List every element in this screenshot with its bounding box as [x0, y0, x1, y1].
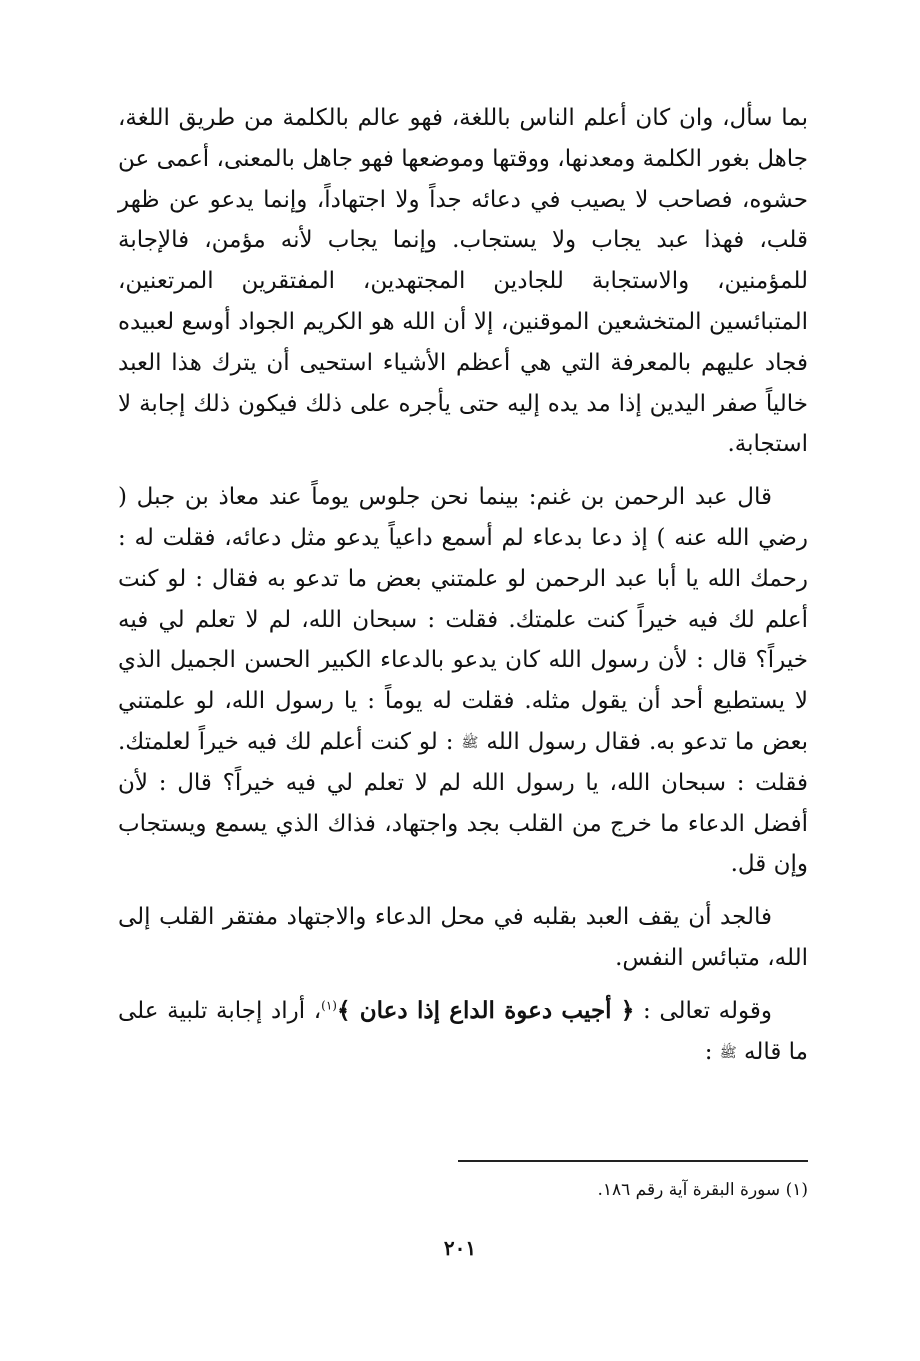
footnote-divider [458, 1160, 808, 1162]
paragraph-3 [118, 897, 808, 979]
footnote: (١) سورة البقرة آية رقم ١٨٦. [597, 1180, 808, 1200]
paragraph-4 [118, 991, 808, 1073]
paragraph-4-rest: ، أراد إجابة تلبية على ما قاله [118, 997, 808, 1065]
main-text [118, 98, 808, 1084]
paragraph-4-end: : [704, 1038, 713, 1065]
quran-verse: ﴿ أجيب دعوة الداع إذا دعان ﴾ [336, 996, 635, 1024]
paragraph-1-text: بما سأل، وان كان أعلم الناس باللغة، فهو عالم بالكلمة من طريق اللغة، جاهل بغور الكلمة ومعدنها، ووقتها وموضعها فهو جاهل بالمعنى، أعمى عن حشوه، فصاحب لا يصيب في دعائه جداً ولا اجتهاداً، وإنما يدعو عن ظهر قلب، فهذا عبد يجاب ولا يستجاب. وإنما يجاب لأنه مؤمن، فالإجابة للمؤمنين، والاستجابة للجادين المجتهدين، المفتقرين المرتعنين، المتبائسين المتخشعين الموقنين، إلا أن الله هو الكريم الجواد أوسع لعبيده فجاد عليهم بالمعرفة التي هي أعظم الأشياء استحيى أن يترك هذا العبد خالياً صفر اليدين إذا مد يده إليه حتى يأجره على ذلك فيكون ذلك إجابة لا استجابة. [118, 105, 808, 458]
salawat-glyph: ﷺ [461, 734, 479, 751]
footnote-reference: (١) [321, 998, 337, 1013]
paragraph-2-text-a: قال عبد الرحمن بن غنم: بينما نحن جلوس يوماً عند معاذ بن جبل ( رضي الله عنه ) إذ دعا بدعاء لم أسمع داعياً يدعو مثل دعائه، فقلت له : رحمك الله يا أبا عبد الرحمن لو علمتني بعض ما تدعو به فقال : لو كنت أعلم لك فيه خيراً كنت علمتك. فقلت : سبحان الله، لم لا تعلم لي فيه خيراً؟ قال : لأن رسول الله كان يدعو بالدعاء الكبير الحسن الجميل الذي لا يستطيع أحد أن يقول مثله. فقلت له يوماً : يا رسول الله، لو علمتني بعض ما تدعو به. فقال رسول الله [118, 484, 809, 755]
paragraph-4-intro: وقوله تعالى : [642, 997, 772, 1024]
paragraph-1 [118, 98, 808, 465]
paragraph-3-text: فالجد أن يقف العبد بقلبه في محل الدعاء والاجتهاد مفتقر القلب إلى الله، متبائس النفس. [118, 904, 808, 971]
page-number: ٢٠١ [443, 1236, 477, 1260]
salawat-glyph-2: ﷺ [719, 1044, 737, 1061]
paragraph-2 [118, 477, 808, 885]
paragraph-2-text-b: : لو كنت أعلم لك فيه خيراً لعلمتك. فقلت : سبحان الله، يا رسول الله لم لا تعلم لي فيه خيراً؟ قال : لأن أفضل الدعاء ما خرج من القلب بجد واجتهاد، فذاك الذي يسمع ويستجاب وإن قل. [118, 728, 808, 878]
